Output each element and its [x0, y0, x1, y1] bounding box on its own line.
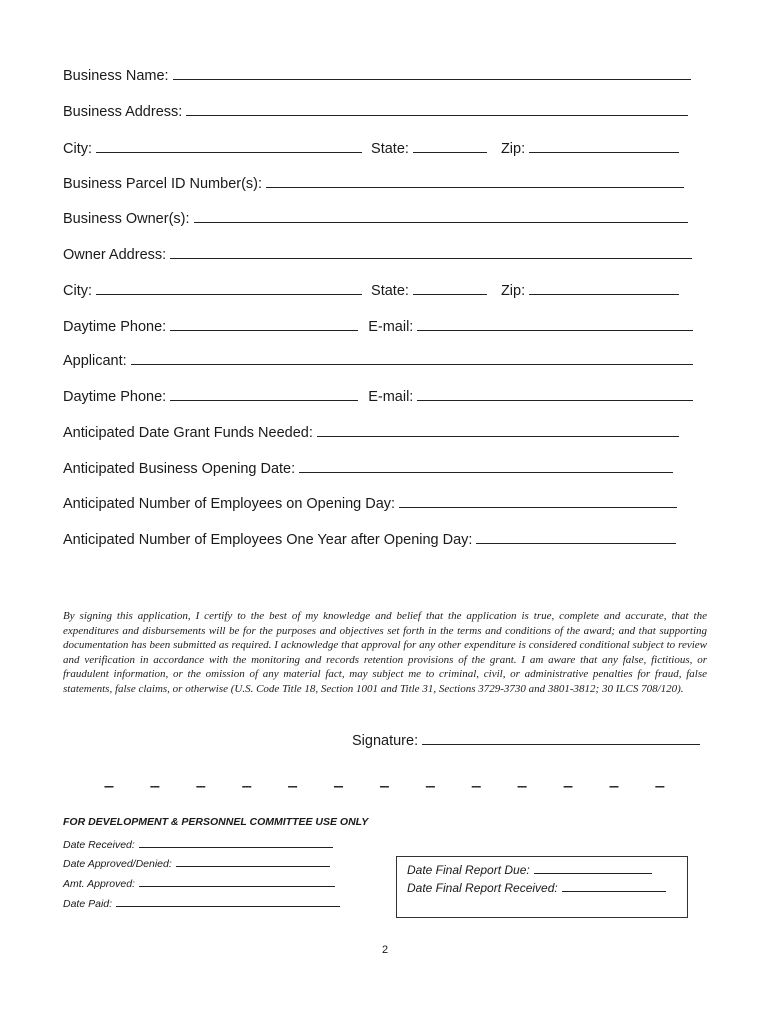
applicant-line[interactable]	[131, 351, 693, 365]
business-name-line[interactable]	[173, 66, 691, 80]
city-line[interactable]	[96, 139, 362, 153]
date-received-line[interactable]	[139, 838, 333, 848]
separator-dash: ---	[287, 779, 297, 793]
business-owners-field[interactable]	[63, 209, 688, 228]
final-report-due-field[interactable]	[407, 863, 652, 877]
daytime-phone-label: Daytime Phone:	[63, 389, 167, 405]
date-paid-field[interactable]	[63, 897, 340, 910]
separator-dash: ---	[333, 779, 343, 793]
email-label: E-mail:	[368, 319, 414, 335]
amount-approved-line[interactable]	[139, 877, 335, 887]
page-number: 2	[381, 944, 389, 956]
opening-date-line[interactable]	[299, 459, 673, 473]
business-owners-line[interactable]	[194, 209, 688, 223]
owner-address-label: Owner Address:	[63, 247, 167, 263]
separator-dash: ---	[425, 779, 435, 793]
parcel-line[interactable]	[266, 174, 684, 188]
employees-opening-label: Anticipated Number of Employees on Opening Day:	[63, 496, 396, 512]
parcel-field[interactable]	[63, 174, 684, 193]
city-state-zip-row-2	[63, 281, 679, 300]
opening-date-field[interactable]	[63, 459, 673, 478]
parcel-label: Business Parcel ID Number(s):	[63, 176, 263, 192]
date-paid-label: Date Paid:	[63, 898, 113, 910]
grant-date-line[interactable]	[317, 423, 679, 437]
separator-dash: ---	[608, 779, 618, 793]
final-report-received-field[interactable]	[407, 881, 666, 895]
separator-dash: ---	[517, 779, 527, 793]
zip-label: Zip:	[500, 141, 526, 157]
date-received-label: Date Received:	[63, 839, 135, 851]
date-approved-field[interactable]	[63, 857, 330, 870]
zip-label: Zip:	[500, 283, 526, 299]
separator-dash: ---	[195, 779, 205, 793]
employees-year-label: Anticipated Number of Employees One Year after Opening Day:	[63, 532, 473, 548]
separator-dash: ---	[149, 779, 159, 793]
business-address-field[interactable]	[63, 102, 688, 121]
applicant-field[interactable]	[63, 351, 693, 370]
separator-dash: ---	[241, 779, 251, 793]
final-report-due-label: Date Final Report Due:	[407, 863, 530, 877]
employees-opening-line[interactable]	[399, 494, 677, 508]
state-line[interactable]	[413, 281, 487, 295]
final-report-due-line[interactable]	[534, 863, 652, 874]
employees-year-line[interactable]	[476, 530, 676, 544]
amount-approved-label: Amt. Approved:	[63, 878, 135, 890]
dashed-separator	[104, 779, 664, 793]
business-address-label: Business Address:	[63, 104, 183, 120]
zip-line[interactable]	[529, 139, 679, 153]
city-line[interactable]	[96, 281, 362, 295]
separator-dash: ---	[104, 779, 113, 793]
date-approved-label: Date Approved/Denied:	[63, 858, 172, 870]
owner-address-field[interactable]	[63, 245, 692, 264]
email-line[interactable]	[417, 317, 693, 331]
final-report-received-line[interactable]	[562, 881, 666, 892]
city-label: City:	[63, 141, 92, 157]
employees-year-field[interactable]	[63, 530, 676, 549]
state-label: State:	[371, 283, 409, 299]
certification-statement: By signing this application, I certify to the best of my knowledge and belief that the application is true, complete and accurate, that the expenditures and disbursements will be for the purposes and objectives set forth in the terms and conditions of the award; and that supporting documentation has been submitted as required. I acknowledge that approval for any other expenditure is considered conditional subject to review and verification in accordance with the monitoring and records retention provisions of the grant. I am aware that any false, fictitious, or fraudulent information, or the omission of any material fact, may subject me to criminal, civil, or administrative penalties for fraud, false statements, false claims, or otherwise (U.S. Code Title 18, Section 1001 and Title 31, Sections 3729-3730 and 3801-3812; 30 ILCS 708/120).	[63, 610, 707, 695]
phone-email-row-2	[63, 387, 693, 406]
separator-dash: ---	[471, 779, 481, 793]
signature-label: Signature:	[352, 733, 419, 749]
date-approved-line[interactable]	[176, 857, 330, 867]
state-label: State:	[371, 141, 409, 157]
date-paid-line[interactable]	[116, 897, 340, 907]
final-report-received-label: Date Final Report Received:	[407, 881, 558, 895]
email-label: E-mail:	[368, 389, 414, 405]
employees-opening-field[interactable]	[63, 494, 677, 513]
business-owners-label: Business Owner(s):	[63, 211, 190, 227]
daytime-phone-line[interactable]	[170, 387, 358, 401]
business-name-field[interactable]	[63, 66, 691, 85]
business-name-label: Business Name:	[63, 68, 169, 84]
applicant-label: Applicant:	[63, 353, 127, 369]
signature-line[interactable]	[422, 731, 700, 745]
daytime-phone-line[interactable]	[170, 317, 358, 331]
opening-date-label: Anticipated Business Opening Date:	[63, 461, 296, 477]
daytime-phone-label: Daytime Phone:	[63, 319, 167, 335]
city-state-zip-row-1	[63, 139, 679, 158]
email-line[interactable]	[417, 387, 693, 401]
date-received-field[interactable]	[63, 838, 333, 851]
separator-dash: ---	[563, 779, 573, 793]
separator-dash: ---	[654, 779, 664, 793]
amount-approved-field[interactable]	[63, 877, 335, 890]
state-line[interactable]	[413, 139, 487, 153]
final-report-box	[396, 856, 688, 918]
owner-address-line[interactable]	[170, 245, 692, 259]
signature-field[interactable]	[352, 731, 700, 749]
grant-date-field[interactable]	[63, 423, 679, 442]
phone-email-row-1	[63, 317, 693, 336]
separator-dash: ---	[379, 779, 389, 793]
zip-line[interactable]	[529, 281, 679, 295]
committee-use-title: FOR DEVELOPMENT & PERSONNEL COMMITTEE USE ONLY	[63, 816, 369, 828]
grant-date-label: Anticipated Date Grant Funds Needed:	[63, 425, 313, 441]
city-label: City:	[63, 283, 92, 299]
business-address-line[interactable]	[186, 102, 688, 116]
